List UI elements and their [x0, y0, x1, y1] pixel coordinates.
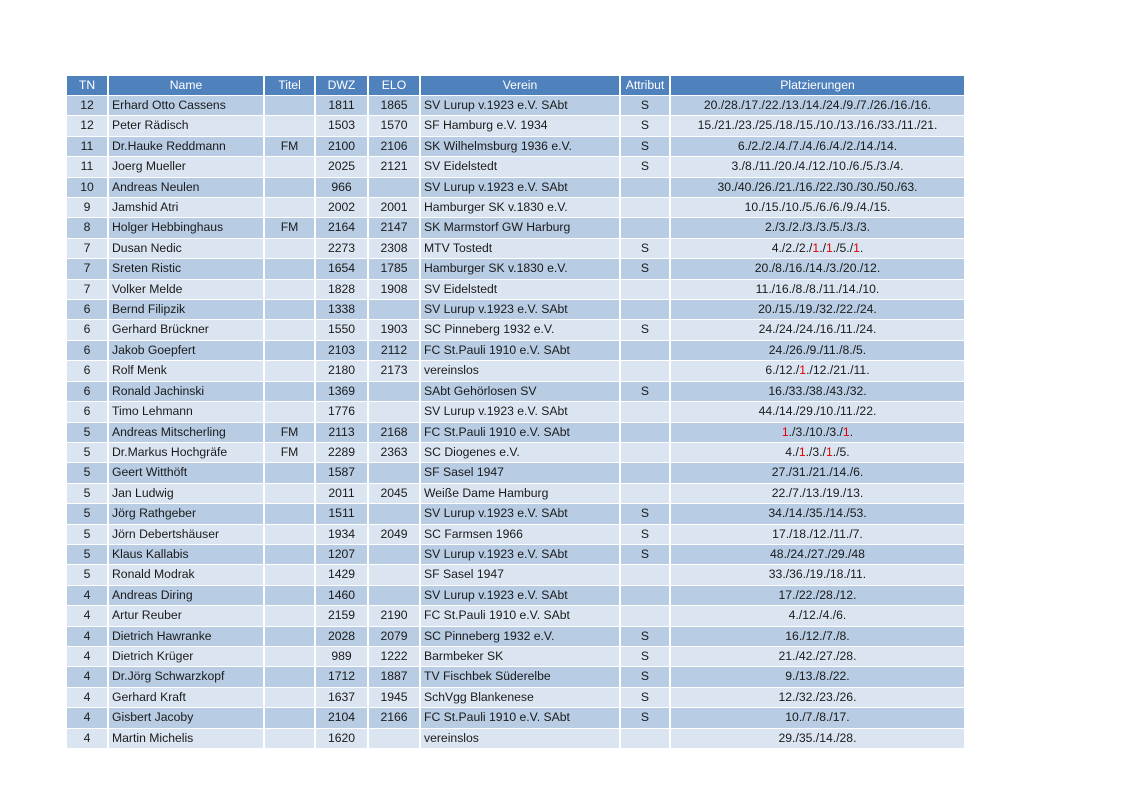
cell-attribut: S [621, 504, 671, 524]
cell-verein: SV Lurup v.1923 e.V. SAbt [421, 178, 621, 198]
cell-titel: FM [265, 218, 316, 238]
cell-attribut: S [621, 688, 671, 708]
cell-attribut [621, 443, 671, 463]
cell-platzierungen: 6./12./1./12./21./11. [671, 361, 966, 381]
cell-attribut: S [621, 137, 671, 157]
cell-verein: SF Sasel 1947 [421, 463, 621, 483]
cell-titel [265, 341, 316, 361]
cell-dwz: 1811 [316, 96, 369, 116]
cell-titel [265, 484, 316, 504]
cell-attribut: S [621, 525, 671, 545]
cell-dwz: 1587 [316, 463, 369, 483]
cell-attribut [621, 178, 671, 198]
cell-elo: 2049 [369, 525, 421, 545]
cell-dwz: 2103 [316, 341, 369, 361]
cell-platzierungen: 9./13./8./22. [671, 667, 966, 687]
cell-attribut: S [621, 627, 671, 647]
cell-dwz: 2002 [316, 198, 369, 218]
cell-name: Dr.Jörg Schwarzkopf [109, 667, 265, 687]
cell-dwz: 1503 [316, 116, 369, 136]
cell-tn: 6 [67, 361, 109, 381]
cell-verein: SV Lurup v.1923 e.V. SAbt [421, 300, 621, 320]
table-row [67, 361, 966, 381]
cell-platzierungen: 10./15./10./5./6./6./9./4./15. [671, 198, 966, 218]
cell-tn: 6 [67, 320, 109, 340]
cell-elo: 2166 [369, 708, 421, 728]
cell-tn: 4 [67, 606, 109, 626]
cell-verein: SC Farmsen 1966 [421, 525, 621, 545]
cell-elo: 1945 [369, 688, 421, 708]
cell-verein: SK Marmstorf GW Harburg [421, 218, 621, 238]
cell-platzierungen: 24./26./9./11./8./5. [671, 341, 966, 361]
cell-elo: 2363 [369, 443, 421, 463]
cell-titel [265, 198, 316, 218]
cell-name: Jakob Goepfert [109, 341, 265, 361]
cell-name: Jan Ludwig [109, 484, 265, 504]
cell-titel [265, 382, 316, 402]
cell-tn: 5 [67, 525, 109, 545]
cell-platzierungen: 15./21./23./25./18./15./10./13./16./33./11./21. [671, 116, 966, 136]
cell-name: Jörn Debertshäuser [109, 525, 265, 545]
cell-tn: 4 [67, 627, 109, 647]
table-row [67, 259, 966, 279]
table-row [67, 565, 966, 585]
cell-verein: Hamburger SK v.1830 e.V. [421, 259, 621, 279]
cell-name: Rolf Menk [109, 361, 265, 381]
cell-elo [369, 586, 421, 606]
cell-platzierungen: 17./22./28./12. [671, 586, 966, 606]
cell-tn: 5 [67, 463, 109, 483]
cell-verein: FC St.Pauli 1910 e.V. SAbt [421, 423, 621, 443]
table-row [67, 320, 966, 340]
table-row [67, 729, 966, 749]
cell-dwz: 1460 [316, 586, 369, 606]
cell-name: Peter Rädisch [109, 116, 265, 136]
cell-verein: SV Eidelstedt [421, 280, 621, 300]
cell-dwz: 989 [316, 647, 369, 667]
cell-dwz: 1338 [316, 300, 369, 320]
cell-tn: 4 [67, 729, 109, 749]
header-name: Name [109, 76, 265, 96]
cell-tn: 7 [67, 239, 109, 259]
table-row [67, 341, 966, 361]
cell-tn: 9 [67, 198, 109, 218]
cell-elo: 2079 [369, 627, 421, 647]
cell-platzierungen: 4./2./2./1./1./5./1. [671, 239, 966, 259]
cell-platzierungen: 30./40./26./21./16./22./30./30./50./63. [671, 178, 966, 198]
cell-name: Gerhard Kraft [109, 688, 265, 708]
cell-elo: 2173 [369, 361, 421, 381]
header-elo: ELO [369, 76, 421, 96]
table-row [67, 402, 966, 422]
cell-attribut: S [621, 157, 671, 177]
cell-elo: 2168 [369, 423, 421, 443]
cell-dwz: 1620 [316, 729, 369, 749]
cell-attribut: S [621, 259, 671, 279]
cell-titel [265, 239, 316, 259]
table-row [67, 423, 966, 443]
cell-attribut [621, 361, 671, 381]
cell-dwz: 2273 [316, 239, 369, 259]
cell-dwz: 2164 [316, 218, 369, 238]
cell-dwz: 2100 [316, 137, 369, 157]
cell-name: Andreas Mitscherling [109, 423, 265, 443]
cell-platzierungen: 24./24./24./16./11./24. [671, 320, 966, 340]
cell-name: Timo Lehmann [109, 402, 265, 422]
cell-dwz: 1637 [316, 688, 369, 708]
cell-name: Dietrich Krüger [109, 647, 265, 667]
ranking-table [67, 76, 966, 749]
cell-titel [265, 647, 316, 667]
cell-elo: 1570 [369, 116, 421, 136]
cell-titel [265, 545, 316, 565]
cell-platzierungen: 1./3./10./3./1. [671, 423, 966, 443]
cell-titel [265, 157, 316, 177]
cell-attribut [621, 606, 671, 626]
cell-elo: 2121 [369, 157, 421, 177]
cell-tn: 4 [67, 708, 109, 728]
cell-verein: SchVgg Blankenese [421, 688, 621, 708]
cell-platzierungen: 27./31./21./14./6. [671, 463, 966, 483]
cell-elo: 2147 [369, 218, 421, 238]
cell-platzierungen: 11./16./8./8./11./14./10. [671, 280, 966, 300]
cell-dwz: 2025 [316, 157, 369, 177]
cell-titel [265, 729, 316, 749]
cell-dwz: 966 [316, 178, 369, 198]
cell-attribut [621, 341, 671, 361]
cell-elo [369, 463, 421, 483]
cell-titel [265, 116, 316, 136]
cell-dwz: 2104 [316, 708, 369, 728]
cell-platzierungen: 20./28./17./22./13./14./24./9./7./26./16./16. [671, 96, 966, 116]
header-verein: Verein [421, 76, 621, 96]
cell-name: Andreas Diring [109, 586, 265, 606]
table-row [67, 525, 966, 545]
table-row [67, 545, 966, 565]
cell-verein: SV Lurup v.1923 e.V. SAbt [421, 545, 621, 565]
cell-titel: FM [265, 443, 316, 463]
cell-titel [265, 402, 316, 422]
cell-tn: 11 [67, 157, 109, 177]
cell-elo [369, 565, 421, 585]
cell-name: Jörg Rathgeber [109, 504, 265, 524]
cell-platzierungen: 16./33./38./43./32. [671, 382, 966, 402]
cell-elo [369, 178, 421, 198]
table-row [67, 708, 966, 728]
cell-verein: FC St.Pauli 1910 e.V. SAbt [421, 341, 621, 361]
cell-dwz: 2113 [316, 423, 369, 443]
cell-tn: 11 [67, 137, 109, 157]
cell-verein: vereinslos [421, 729, 621, 749]
cell-attribut: S [621, 382, 671, 402]
cell-titel [265, 259, 316, 279]
table-row [67, 627, 966, 647]
cell-attribut [621, 565, 671, 585]
cell-name: Klaus Kallabis [109, 545, 265, 565]
table-row [67, 137, 966, 157]
cell-verein: vereinslos [421, 361, 621, 381]
cell-dwz: 1776 [316, 402, 369, 422]
cell-titel [265, 667, 316, 687]
cell-attribut: S [621, 239, 671, 259]
cell-titel [265, 525, 316, 545]
table-row [67, 667, 966, 687]
table-row [67, 198, 966, 218]
table-row [67, 688, 966, 708]
cell-platzierungen: 2./3./2./3./3./5./3./3. [671, 218, 966, 238]
cell-dwz: 1369 [316, 382, 369, 402]
cell-attribut: S [621, 545, 671, 565]
cell-tn: 12 [67, 96, 109, 116]
cell-tn: 12 [67, 116, 109, 136]
table-row [67, 484, 966, 504]
cell-tn: 5 [67, 545, 109, 565]
cell-tn: 10 [67, 178, 109, 198]
header-platzierungen: Platzierungen [671, 76, 966, 96]
table-row [67, 463, 966, 483]
cell-attribut: S [621, 647, 671, 667]
cell-titel [265, 565, 316, 585]
cell-attribut [621, 423, 671, 443]
table-row [67, 606, 966, 626]
table-row [67, 157, 966, 177]
cell-tn: 7 [67, 259, 109, 279]
table-row [67, 443, 966, 463]
cell-platzierungen: 12./32./23./26. [671, 688, 966, 708]
cell-elo: 2112 [369, 341, 421, 361]
cell-dwz: 1828 [316, 280, 369, 300]
cell-attribut [621, 729, 671, 749]
cell-elo: 1222 [369, 647, 421, 667]
table-row [67, 504, 966, 524]
header-tn: TN [67, 76, 109, 96]
header-dwz: DWZ [316, 76, 369, 96]
cell-name: Geert Witthöft [109, 463, 265, 483]
cell-tn: 6 [67, 402, 109, 422]
cell-dwz: 2180 [316, 361, 369, 381]
table-body [67, 96, 966, 749]
table-row [67, 586, 966, 606]
cell-elo: 2045 [369, 484, 421, 504]
cell-dwz: 1934 [316, 525, 369, 545]
cell-verein: Weiße Dame Hamburg [421, 484, 621, 504]
cell-tn: 8 [67, 218, 109, 238]
table-row [67, 218, 966, 238]
cell-attribut: S [621, 116, 671, 136]
cell-platzierungen: 22./7./13./19./13. [671, 484, 966, 504]
cell-attribut [621, 463, 671, 483]
cell-attribut: S [621, 667, 671, 687]
cell-platzierungen: 10./7./8./17. [671, 708, 966, 728]
cell-name: Joerg Mueller [109, 157, 265, 177]
cell-elo: 1785 [369, 259, 421, 279]
cell-titel [265, 96, 316, 116]
cell-elo [369, 729, 421, 749]
cell-titel [265, 688, 316, 708]
cell-elo: 2106 [369, 137, 421, 157]
table-row [67, 178, 966, 198]
cell-name: Dr.Markus Hochgräfe [109, 443, 265, 463]
cell-verein: SF Sasel 1947 [421, 565, 621, 585]
cell-platzierungen: 29./35./14./28. [671, 729, 966, 749]
table-row [67, 96, 966, 116]
cell-tn: 4 [67, 667, 109, 687]
cell-name: Dr.Hauke Reddmann [109, 137, 265, 157]
cell-tn: 5 [67, 504, 109, 524]
cell-name: Jamshid Atri [109, 198, 265, 218]
cell-platzierungen: 34./14./35./14./53. [671, 504, 966, 524]
cell-name: Dusan Nedic [109, 239, 265, 259]
cell-platzierungen: 16./12./7./8. [671, 627, 966, 647]
table-row [67, 116, 966, 136]
cell-verein: SF Hamburg e.V. 1934 [421, 116, 621, 136]
cell-dwz: 1654 [316, 259, 369, 279]
cell-attribut: S [621, 320, 671, 340]
header-row [67, 76, 966, 96]
cell-dwz: 2028 [316, 627, 369, 647]
cell-verein: Hamburger SK v.1830 e.V. [421, 198, 621, 218]
cell-platzierungen: 48./24./27./29./48 [671, 545, 966, 565]
cell-dwz: 1429 [316, 565, 369, 585]
cell-attribut [621, 198, 671, 218]
cell-platzierungen: 6./2./2./4./7./4./6./4./2./14./14. [671, 137, 966, 157]
cell-verein: SK Wilhelmsburg 1936 e.V. [421, 137, 621, 157]
cell-dwz: 1550 [316, 320, 369, 340]
cell-elo [369, 382, 421, 402]
cell-elo [369, 545, 421, 565]
cell-elo [369, 504, 421, 524]
cell-elo: 1865 [369, 96, 421, 116]
cell-tn: 4 [67, 647, 109, 667]
cell-elo [369, 402, 421, 422]
cell-titel [265, 320, 316, 340]
cell-tn: 5 [67, 423, 109, 443]
cell-titel [265, 178, 316, 198]
cell-tn: 6 [67, 382, 109, 402]
cell-name: Sreten Ristic [109, 259, 265, 279]
cell-name: Dietrich Hawranke [109, 627, 265, 647]
cell-attribut [621, 586, 671, 606]
cell-platzierungen: 20./15./19./32./22./24. [671, 300, 966, 320]
cell-tn: 4 [67, 688, 109, 708]
cell-tn: 7 [67, 280, 109, 300]
cell-verein: MTV Tostedt [421, 239, 621, 259]
cell-tn: 6 [67, 341, 109, 361]
cell-verein: SC Pinneberg 1932 e.V. [421, 627, 621, 647]
cell-verein: SC Pinneberg 1932 e.V. [421, 320, 621, 340]
cell-dwz: 1712 [316, 667, 369, 687]
header-titel: Titel [265, 76, 316, 96]
cell-name: Gisbert Jacoby [109, 708, 265, 728]
cell-name: Ronald Jachinski [109, 382, 265, 402]
cell-titel [265, 300, 316, 320]
cell-platzierungen: 44./14./29./10./11./22. [671, 402, 966, 422]
cell-titel [265, 463, 316, 483]
header-attribut: Attribut [621, 76, 671, 96]
cell-verein: Barmbeker SK [421, 647, 621, 667]
cell-verein: SV Lurup v.1923 e.V. SAbt [421, 402, 621, 422]
cell-attribut [621, 218, 671, 238]
cell-titel [265, 627, 316, 647]
cell-verein: SAbt Gehörlosen SV [421, 382, 621, 402]
cell-platzierungen: 4./12./4./6. [671, 606, 966, 626]
cell-name: Ronald Modrak [109, 565, 265, 585]
cell-name: Artur Reuber [109, 606, 265, 626]
cell-attribut: S [621, 96, 671, 116]
cell-elo: 2190 [369, 606, 421, 626]
cell-attribut: S [621, 708, 671, 728]
cell-titel: FM [265, 423, 316, 443]
cell-dwz: 2159 [316, 606, 369, 626]
cell-name: Andreas Neulen [109, 178, 265, 198]
cell-titel [265, 586, 316, 606]
cell-elo: 1887 [369, 667, 421, 687]
cell-tn: 5 [67, 443, 109, 463]
table-row [67, 280, 966, 300]
cell-verein: SV Lurup v.1923 e.V. SAbt [421, 504, 621, 524]
cell-dwz: 1511 [316, 504, 369, 524]
table-row [67, 382, 966, 402]
cell-elo [369, 300, 421, 320]
table-row [67, 239, 966, 259]
cell-verein: SV Lurup v.1923 e.V. SAbt [421, 586, 621, 606]
cell-verein: TV Fischbek Süderelbe [421, 667, 621, 687]
cell-tn: 5 [67, 565, 109, 585]
cell-platzierungen: 17./18./12./11./7. [671, 525, 966, 545]
cell-platzierungen: 3./8./11./20./4./12./10./6./5./3./4. [671, 157, 966, 177]
cell-verein: SV Eidelstedt [421, 157, 621, 177]
cell-verein: FC St.Pauli 1910 e.V. SAbt [421, 606, 621, 626]
cell-dwz: 1207 [316, 545, 369, 565]
table-row [67, 300, 966, 320]
table-row [67, 647, 966, 667]
cell-attribut [621, 402, 671, 422]
cell-name: Gerhard Brückner [109, 320, 265, 340]
cell-verein: SV Lurup v.1923 e.V. SAbt [421, 96, 621, 116]
cell-platzierungen: 33./36./19./18./11. [671, 565, 966, 585]
cell-platzierungen: 20./8./16./14./3./20./12. [671, 259, 966, 279]
cell-attribut [621, 300, 671, 320]
cell-titel: FM [265, 137, 316, 157]
cell-titel [265, 606, 316, 626]
cell-name: Martin Michelis [109, 729, 265, 749]
cell-platzierungen: 21./42./27./28. [671, 647, 966, 667]
cell-titel [265, 708, 316, 728]
cell-elo: 2308 [369, 239, 421, 259]
cell-name: Holger Hebbinghaus [109, 218, 265, 238]
cell-elo: 2001 [369, 198, 421, 218]
cell-verein: SC Diogenes e.V. [421, 443, 621, 463]
cell-titel [265, 280, 316, 300]
cell-elo: 1908 [369, 280, 421, 300]
cell-name: Volker Melde [109, 280, 265, 300]
cell-titel [265, 361, 316, 381]
cell-elo: 1903 [369, 320, 421, 340]
cell-titel [265, 504, 316, 524]
cell-dwz: 2011 [316, 484, 369, 504]
cell-tn: 4 [67, 586, 109, 606]
cell-platzierungen: 4./1./3./1./5. [671, 443, 966, 463]
cell-name: Erhard Otto Cassens [109, 96, 265, 116]
cell-tn: 6 [67, 300, 109, 320]
cell-attribut [621, 484, 671, 504]
cell-name: Bernd Filipzik [109, 300, 265, 320]
cell-verein: FC St.Pauli 1910 e.V. SAbt [421, 708, 621, 728]
cell-dwz: 2289 [316, 443, 369, 463]
cell-attribut [621, 280, 671, 300]
cell-tn: 5 [67, 484, 109, 504]
